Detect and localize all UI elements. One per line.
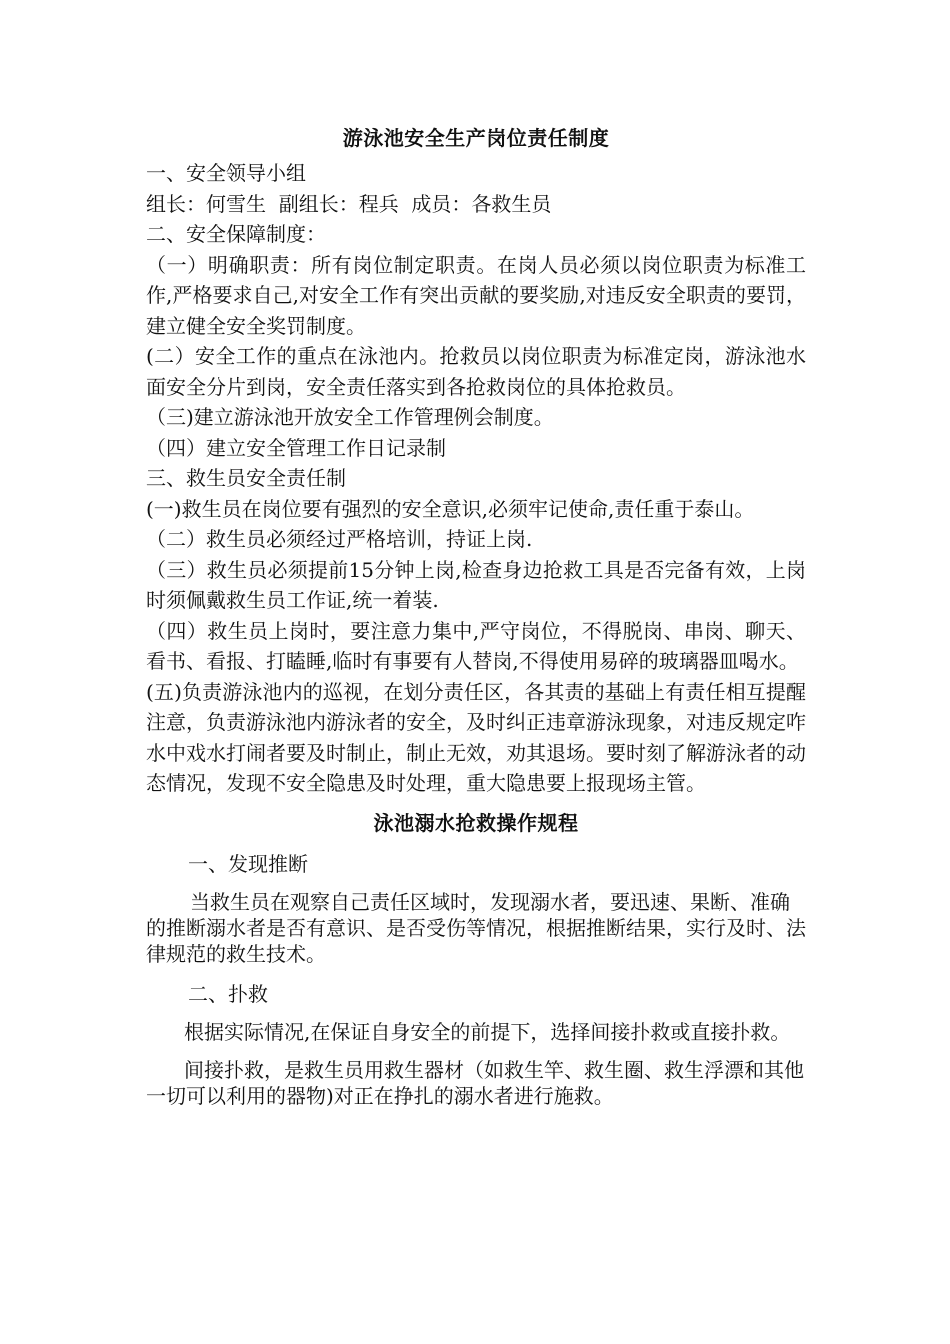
safety-item-2: (二）安全工作的重点在泳池内。抢救员以岗位职责为标准定岗，游泳池水面安全分片到岗，安全责任落实到各抢救岗位的具体抢救员。 xyxy=(146,344,806,399)
lifeguard-item-2: （二）救生员必须经过严格培训，持证上岗. xyxy=(146,527,533,551)
lifeguard-item-4: （四）救生员上岗时，要注意力集中,严守岗位，不得脱岗、串岗、聊天、看书、看报、打瞌睡,临时有事要有人替岗,不得使用易碎的玻璃器皿喝水。 xyxy=(146,618,806,673)
document-title: 游泳池安全生产岗位责任制度 xyxy=(342,126,610,150)
heading-rescue: 二、扑救 xyxy=(188,981,268,1006)
section-heading-lifeguard: 三、救生员安全责任制 xyxy=(146,466,346,490)
heading-detection: 一、发现推断 xyxy=(188,851,308,876)
lifeguard-item-1: (一)救生员在岗位要有强烈的安全意识,必须牢记使命,责任重于泰山。 xyxy=(146,496,755,521)
safety-item-4: （四）建立安全管理工作日记录制 xyxy=(146,435,446,460)
lifeguard-item-5: (五)负责游泳池内的巡视，在划分责任区，各其责的基础上有责任相互提醒注意，负责游泳池内游泳者的安全，及时纠正违章游泳现象，对违反规定咋水中戏水打闹者要及时制止，制止无效，劝其退场。要时刻了解游泳者的动态情况，发现不安全隐患及时处理，重大隐患要上报现场主管。 xyxy=(146,679,806,795)
rescue-procedure-section xyxy=(146,803,806,1109)
safety-item-3: （三)建立游泳池开放安全工作管理例会制度。 xyxy=(146,405,554,429)
rescue-procedure-title: 泳池溺水抢救操作规程 xyxy=(373,810,579,835)
paragraph-rescue-choice: 根据实际情况,在保证自身安全的前提下，选择间接扑救或直接扑救。 xyxy=(184,1019,791,1044)
document-page xyxy=(146,118,806,1121)
section-heading-safety-system: 二、安全保障制度： xyxy=(146,222,326,246)
section-heading-leadership: 一、安全领导小组 xyxy=(146,161,306,185)
paragraph-indirect-rescue: 间接扑救，是救生员用救生器材（如救生竿、救生圈、救生浮漂和其他一切可以利用的器物)对正在挣扎的溺水者进行施救。 xyxy=(146,1057,804,1108)
safety-item-1: （一）明确职责：所有岗位制定职责。在岗人员必须以岗位职责为标准工作,严格要求自己,对安全工作有突出贡献的要奖励,对违反安全职责的要罚，建立健全安全奖罚制度。 xyxy=(146,252,806,338)
paragraph-detection: 当救生员在观察自己责任区域时，发现溺水者，要迅速、果断、准确的推断溺水者是否有意识、是否受伤等情况，根据推断结果，实行及时、法律规范的救生技术。 xyxy=(146,889,806,966)
leadership-members: 组长：何雪生 副组长：程兵 成员：各救生员 xyxy=(146,191,552,216)
lifeguard-item-3: （三）救生员必须提前15分钟上岗,检查身边抢救工具是否完备有效，上岗时须佩戴救生员工作证,统一着装. xyxy=(146,557,806,612)
